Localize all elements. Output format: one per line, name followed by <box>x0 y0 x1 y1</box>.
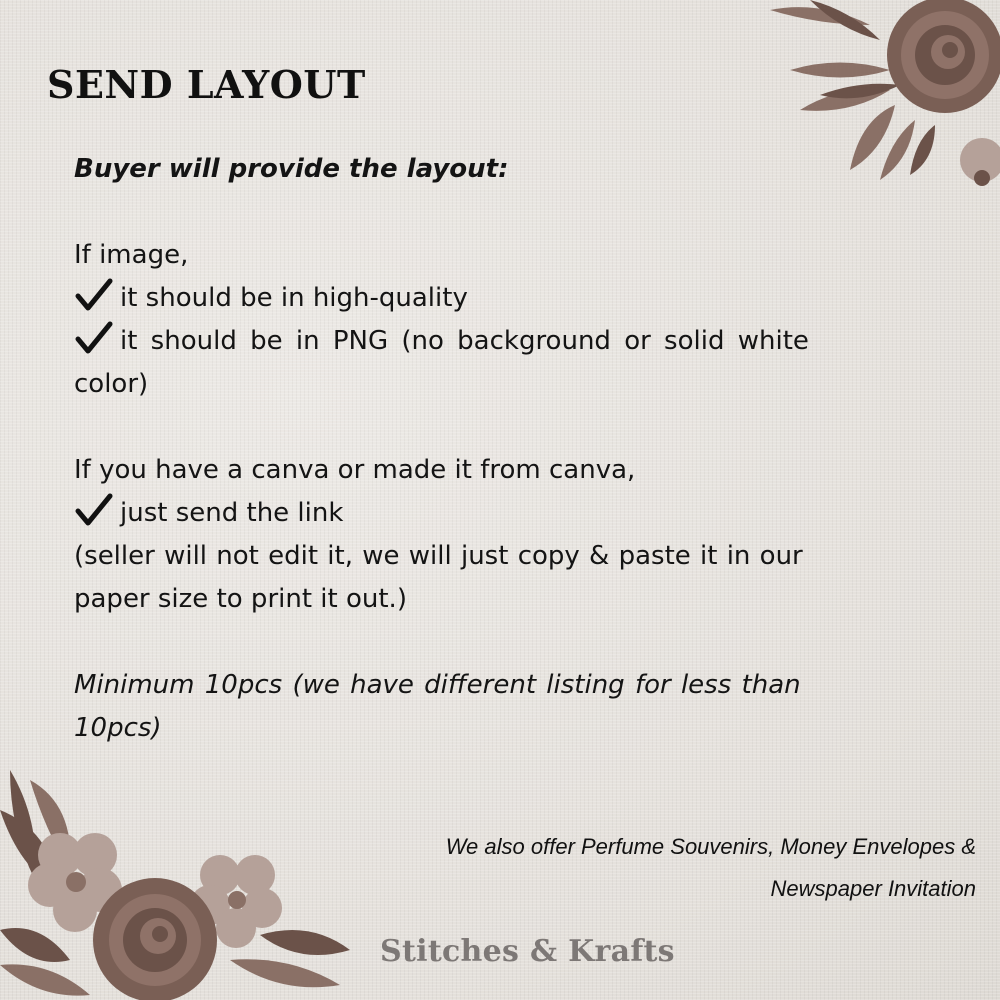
section-heading: Buyer will provide the layout: <box>74 154 509 184</box>
minimum-note: 10pcs) <box>74 713 162 743</box>
canva-intro: If you have a canva or made it from canva, <box>74 455 636 485</box>
checkmark-icon <box>74 493 120 527</box>
canva-note: (seller will not edit it, we will just copy & paste it in our <box>74 541 803 571</box>
list-item-text: it should be in high-quality <box>120 283 468 313</box>
list-item <box>74 320 940 363</box>
image-intro: If image, <box>74 240 189 270</box>
list-item <box>74 277 940 320</box>
offer-line: Newspaper Invitation <box>770 876 976 901</box>
checkmark-icon <box>74 278 120 312</box>
page-title: SEND LAYOUT <box>47 62 366 107</box>
list-item-continuation: color) <box>74 369 149 399</box>
brand-name: Stitches & Krafts <box>380 934 675 969</box>
checkmark-icon <box>74 321 120 355</box>
main-content <box>74 148 940 750</box>
list-item <box>74 492 940 535</box>
canva-note: paper size to print it out.) <box>74 584 407 614</box>
list-item-text: it should be in PNG (no background or solid white <box>120 326 809 356</box>
offer-note <box>336 826 976 910</box>
offer-line: We also offer Perfume Souvenirs, Money Envelopes & <box>445 834 976 859</box>
minimum-note: Minimum 10pcs (we have different listing for less than <box>74 670 801 700</box>
floral-bottom-left-decoration <box>0 760 360 1000</box>
list-item-text: just send the link <box>120 498 344 528</box>
